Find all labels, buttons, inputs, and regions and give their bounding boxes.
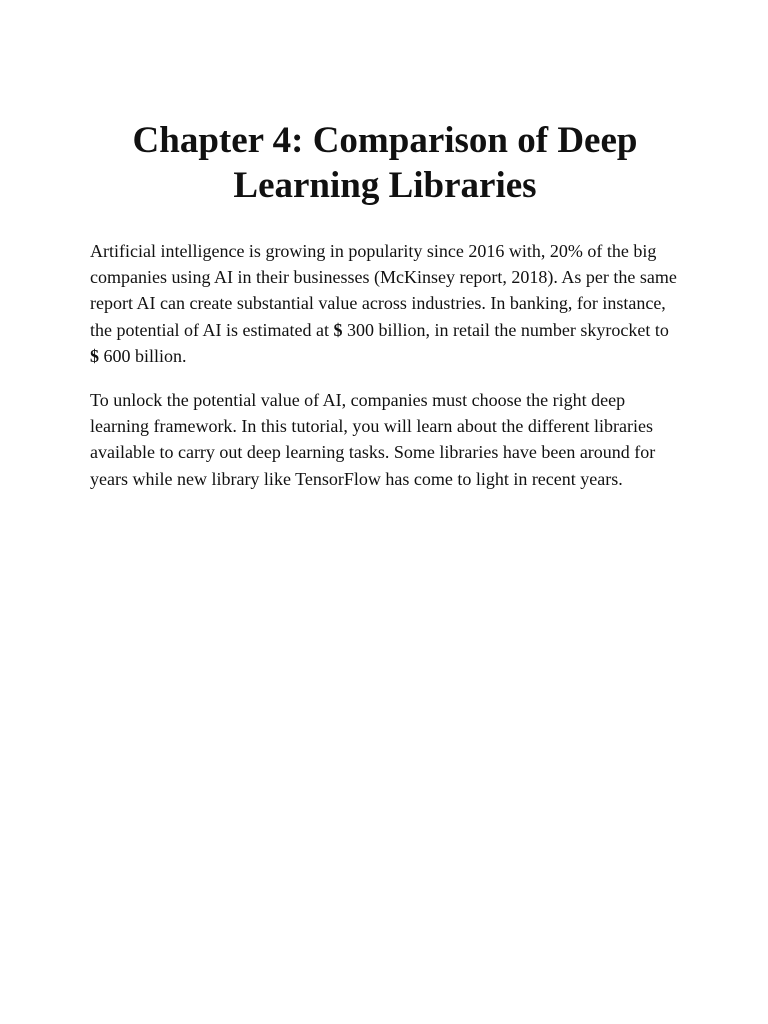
intro-paragraph (90, 238, 680, 369)
chapter-title (90, 118, 680, 208)
intro-paragraph-text-1: Artificial intelligence is growing in popularity since 2016 with, 20% of the big companies using AI in their businesses (McKinsey report, 2018). As per the same report AI can create substantial value across industries. In banking, for instance, the potential of AI is estimated at (90, 241, 677, 340)
chapter-title-line-2: Learning Libraries (233, 165, 537, 206)
framework-paragraph: To unlock the potential value of AI, companies must choose the right deep learning framework. In this tutorial, you will learn about the different libraries available to carry out deep learning tasks. Some libraries have been around for years while new library like TensorFlow has come to light in recent years. (90, 390, 656, 489)
intro-paragraph-text-2: 300 billion, in retail the number skyrocket to (342, 319, 669, 340)
currency-symbol: $ (333, 319, 343, 340)
intro-paragraph-text-3: 600 billion. (99, 345, 187, 366)
document-page (90, 118, 680, 492)
chapter-title-line-1: Chapter 4: Comparison of Deep (132, 120, 638, 161)
currency-symbol: $ (90, 345, 99, 366)
